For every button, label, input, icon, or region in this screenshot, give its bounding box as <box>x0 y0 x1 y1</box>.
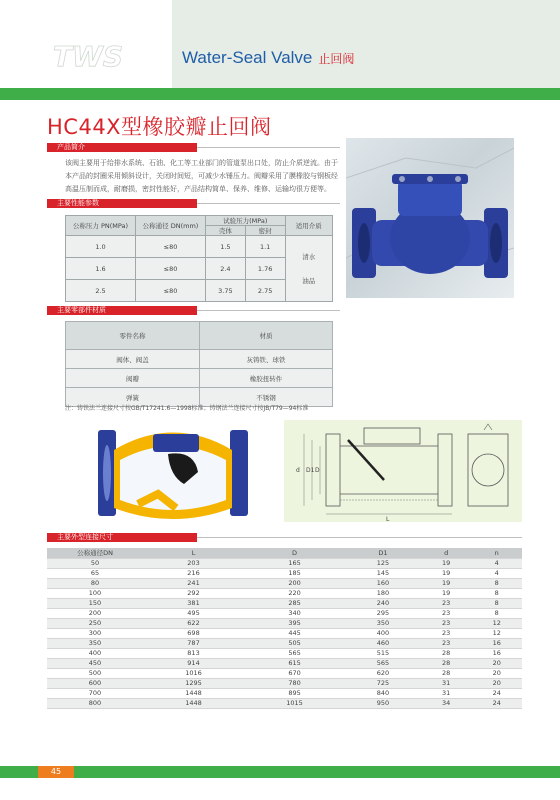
dims-cell: 8 <box>471 598 522 608</box>
table-row <box>47 698 522 708</box>
perf-cell: ≤80 <box>136 236 206 258</box>
dims-cell: 4 <box>471 568 522 578</box>
table-row <box>47 568 522 578</box>
section-rule <box>197 147 340 148</box>
dims-cell: 813 <box>143 648 244 658</box>
dims-cell: 1448 <box>143 688 244 698</box>
dims-cell: 20 <box>471 678 522 688</box>
section-label-intro: 产品简介 <box>57 143 85 151</box>
parts-table <box>65 321 333 407</box>
dims-cell: 20 <box>471 658 522 668</box>
table-row <box>47 628 522 638</box>
dims-cell: 145 <box>345 568 421 578</box>
dims-cell: 31 <box>421 688 472 698</box>
section-label-parts: 主要零部件材质 <box>57 306 106 314</box>
standards-note: 注：铸铁法兰连接尺寸按GB/T17241.6—1998标准；铸钢法兰连接尺寸按JB/T79—94标准 <box>65 405 309 412</box>
table-row <box>47 658 522 668</box>
dims-cell: 780 <box>244 678 345 688</box>
dims-cell: 495 <box>143 608 244 618</box>
dims-cell: 292 <box>143 588 244 598</box>
dims-cell: 150 <box>47 598 143 608</box>
section-rule <box>197 203 340 204</box>
dims-cell: 200 <box>244 578 345 588</box>
header-green-band <box>0 88 560 100</box>
table-row <box>47 578 522 588</box>
header-title <box>182 48 354 68</box>
table-row <box>47 638 522 648</box>
dims-cell: 100 <box>47 588 143 598</box>
medium-oil: 油品 <box>302 276 316 285</box>
dims-cell: 340 <box>244 608 345 618</box>
dims-cell: 505 <box>244 638 345 648</box>
parts-cell: 灰铸铁、球铁 <box>200 350 333 369</box>
parts-header-name: 零件名称 <box>66 322 200 350</box>
technical-drawing <box>284 420 522 522</box>
dims-cell: 565 <box>345 658 421 668</box>
dims-cell: 395 <box>244 618 345 628</box>
header-title-cn: 止回阀 <box>318 52 355 66</box>
intro-paragraph: 该阀主要用于给排水系统、石油、化工等工业部门的管道泵出口处，防止介质逆流。由于本产品的封圈采用倾斜设计，关闭时间短，可减少水锤压力。阀瓣采用了膜橡胶与钢板经高温压制而成，耐磨损，密封性能好，产品结构简单、保养、维修、运输均很方便等。 <box>65 159 338 193</box>
dims-cell: 950 <box>345 698 421 708</box>
perf-cell: 1.5 <box>206 236 246 258</box>
table-row <box>47 688 522 698</box>
parts-cell: 阀瓣 <box>66 369 200 388</box>
dims-cell: 19 <box>421 558 472 568</box>
dims-cell: 700 <box>47 688 143 698</box>
dims-cell: 350 <box>47 638 143 648</box>
dims-cell: 23 <box>421 598 472 608</box>
dims-cell: 50 <box>47 558 143 568</box>
dims-cell: 185 <box>244 568 345 578</box>
perf-header-pressure: 公称压力 PN(MPa) <box>66 216 136 236</box>
section-bar-intro <box>47 143 197 152</box>
perf-subheader-seal: 密封 <box>245 226 285 236</box>
dims-cell: 445 <box>244 628 345 638</box>
dims-cell: 622 <box>143 618 244 628</box>
dims-cell: 34 <box>421 698 472 708</box>
dims-cell: 23 <box>421 608 472 618</box>
dims-cell: 160 <box>345 578 421 588</box>
dims-header-row <box>47 548 522 558</box>
dims-cell: 300 <box>47 628 143 638</box>
valve-photo-art <box>346 138 514 298</box>
dims-cell: 460 <box>345 638 421 648</box>
section-label-dimensions: 主要外型连接尺寸 <box>57 533 113 541</box>
dims-cell: 350 <box>345 618 421 628</box>
dims-cell: 19 <box>421 568 472 578</box>
drawing-label-l: L <box>386 516 390 522</box>
dims-header: 公称通径DN <box>47 548 143 558</box>
tws-logo <box>48 40 128 72</box>
dims-cell: 725 <box>345 678 421 688</box>
dims-cell: 31 <box>421 678 472 688</box>
drawing-label-dd: D <box>315 467 320 474</box>
perf-cell: 1.76 <box>245 258 285 280</box>
dims-cell: 20 <box>471 668 522 678</box>
perf-cell: ≤80 <box>136 258 206 280</box>
table-row <box>47 558 522 568</box>
parts-cell: 橡胶扭转件 <box>200 369 333 388</box>
dims-cell: 565 <box>244 648 345 658</box>
perf-cell: 1.6 <box>66 258 136 280</box>
dims-cell: 28 <box>421 668 472 678</box>
perf-subheader-shell: 壳体 <box>206 226 246 236</box>
dims-cell: 698 <box>143 628 244 638</box>
dims-cell: 24 <box>471 698 522 708</box>
dims-cell: 28 <box>421 658 472 668</box>
perf-cell: 1.0 <box>66 236 136 258</box>
perf-medium-cell <box>285 236 332 302</box>
table-row <box>47 608 522 618</box>
perf-header-test: 试验压力(MPa) <box>206 216 286 226</box>
parts-cell: 弹簧 <box>66 388 200 407</box>
dims-cell: 381 <box>143 598 244 608</box>
dims-cell: 895 <box>244 688 345 698</box>
header-title-en: Water-Seal Valve <box>182 48 313 67</box>
dims-cell: 8 <box>471 588 522 598</box>
dims-cell: 670 <box>244 668 345 678</box>
drawing-label-d: d <box>296 467 300 474</box>
dims-cell: 8 <box>471 608 522 618</box>
dims-cell: 23 <box>421 638 472 648</box>
dims-cell: 165 <box>244 558 345 568</box>
drawing-label-d1: D1 <box>306 467 315 474</box>
table-row <box>47 588 522 598</box>
dims-cell: 28 <box>421 648 472 658</box>
dims-cell: 203 <box>143 558 244 568</box>
dims-cell: 24 <box>471 688 522 698</box>
perf-cell: 1.1 <box>245 236 285 258</box>
dims-header: d <box>421 548 472 558</box>
dims-cell: 19 <box>421 578 472 588</box>
table-row <box>47 678 522 688</box>
dims-cell: 914 <box>143 658 244 668</box>
header-right-panel <box>172 0 560 88</box>
dims-cell: 400 <box>47 648 143 658</box>
dims-cell: 12 <box>471 618 522 628</box>
parts-cell: 不锈钢 <box>200 388 333 407</box>
dims-cell: 16 <box>471 638 522 648</box>
valve-cutaway-image <box>98 420 248 522</box>
dims-cell: 285 <box>244 598 345 608</box>
perf-cell: 3.75 <box>206 280 246 302</box>
performance-table <box>65 215 333 302</box>
perf-cell: 2.75 <box>245 280 285 302</box>
dims-cell: 620 <box>345 668 421 678</box>
dims-cell: 220 <box>244 588 345 598</box>
dims-cell: 180 <box>345 588 421 598</box>
dims-cell: 1015 <box>244 698 345 708</box>
dims-cell: 4 <box>471 558 522 568</box>
page-number: 45 <box>38 766 74 778</box>
dims-cell: 615 <box>244 658 345 668</box>
valve-cutaway-art <box>98 420 248 522</box>
dims-cell: 500 <box>47 668 143 678</box>
dims-cell: 65 <box>47 568 143 578</box>
dims-cell: 19 <box>421 588 472 598</box>
dims-cell: 8 <box>471 578 522 588</box>
dims-cell: 400 <box>345 628 421 638</box>
logo-text: TWS <box>52 40 124 72</box>
product-title: HC44X型橡胶瓣止回阀 <box>47 115 272 139</box>
table-row <box>47 598 522 608</box>
dims-cell: 1016 <box>143 668 244 678</box>
technical-drawing-art <box>284 420 522 522</box>
dims-cell: 80 <box>47 578 143 588</box>
perf-cell: 2.4 <box>206 258 246 280</box>
section-label-performance: 主要性能参数 <box>57 199 99 207</box>
perf-header-medium: 适用介质 <box>285 216 332 236</box>
dims-cell: 515 <box>345 648 421 658</box>
footer-green-band <box>0 766 560 778</box>
parts-cell: 阀体、阀盖 <box>66 350 200 369</box>
dims-header: n <box>471 548 522 558</box>
table-row <box>47 668 522 678</box>
table-row <box>47 648 522 658</box>
dims-cell: 16 <box>471 648 522 658</box>
medium-water: 清水 <box>302 252 316 261</box>
section-bar-parts <box>47 306 197 315</box>
section-rule <box>197 537 522 538</box>
dims-header: L <box>143 548 244 558</box>
dims-cell: 241 <box>143 578 244 588</box>
dims-cell: 787 <box>143 638 244 648</box>
dims-cell: 12 <box>471 628 522 638</box>
perf-cell: ≤80 <box>136 280 206 302</box>
section-bar-performance <box>47 199 197 208</box>
dims-header: D1 <box>345 548 421 558</box>
dims-cell: 295 <box>345 608 421 618</box>
parts-header-material: 材质 <box>200 322 333 350</box>
perf-cell: 2.5 <box>66 280 136 302</box>
dims-cell: 1448 <box>143 698 244 708</box>
dims-header: D <box>244 548 345 558</box>
dims-cell: 600 <box>47 678 143 688</box>
dims-cell: 23 <box>421 628 472 638</box>
section-bar-dimensions <box>47 533 197 542</box>
dims-cell: 125 <box>345 558 421 568</box>
dims-cell: 200 <box>47 608 143 618</box>
dims-cell: 23 <box>421 618 472 628</box>
dims-cell: 1295 <box>143 678 244 688</box>
perf-header-dn: 公称通径 DN(mm) <box>136 216 206 236</box>
dims-cell: 240 <box>345 598 421 608</box>
dims-cell: 450 <box>47 658 143 668</box>
dims-cell: 216 <box>143 568 244 578</box>
section-rule <box>197 310 340 311</box>
dims-cell: 800 <box>47 698 143 708</box>
table-row <box>47 618 522 628</box>
dimensions-table <box>47 548 522 709</box>
dims-cell: 840 <box>345 688 421 698</box>
valve-photo <box>346 138 514 298</box>
dims-cell: 250 <box>47 618 143 628</box>
